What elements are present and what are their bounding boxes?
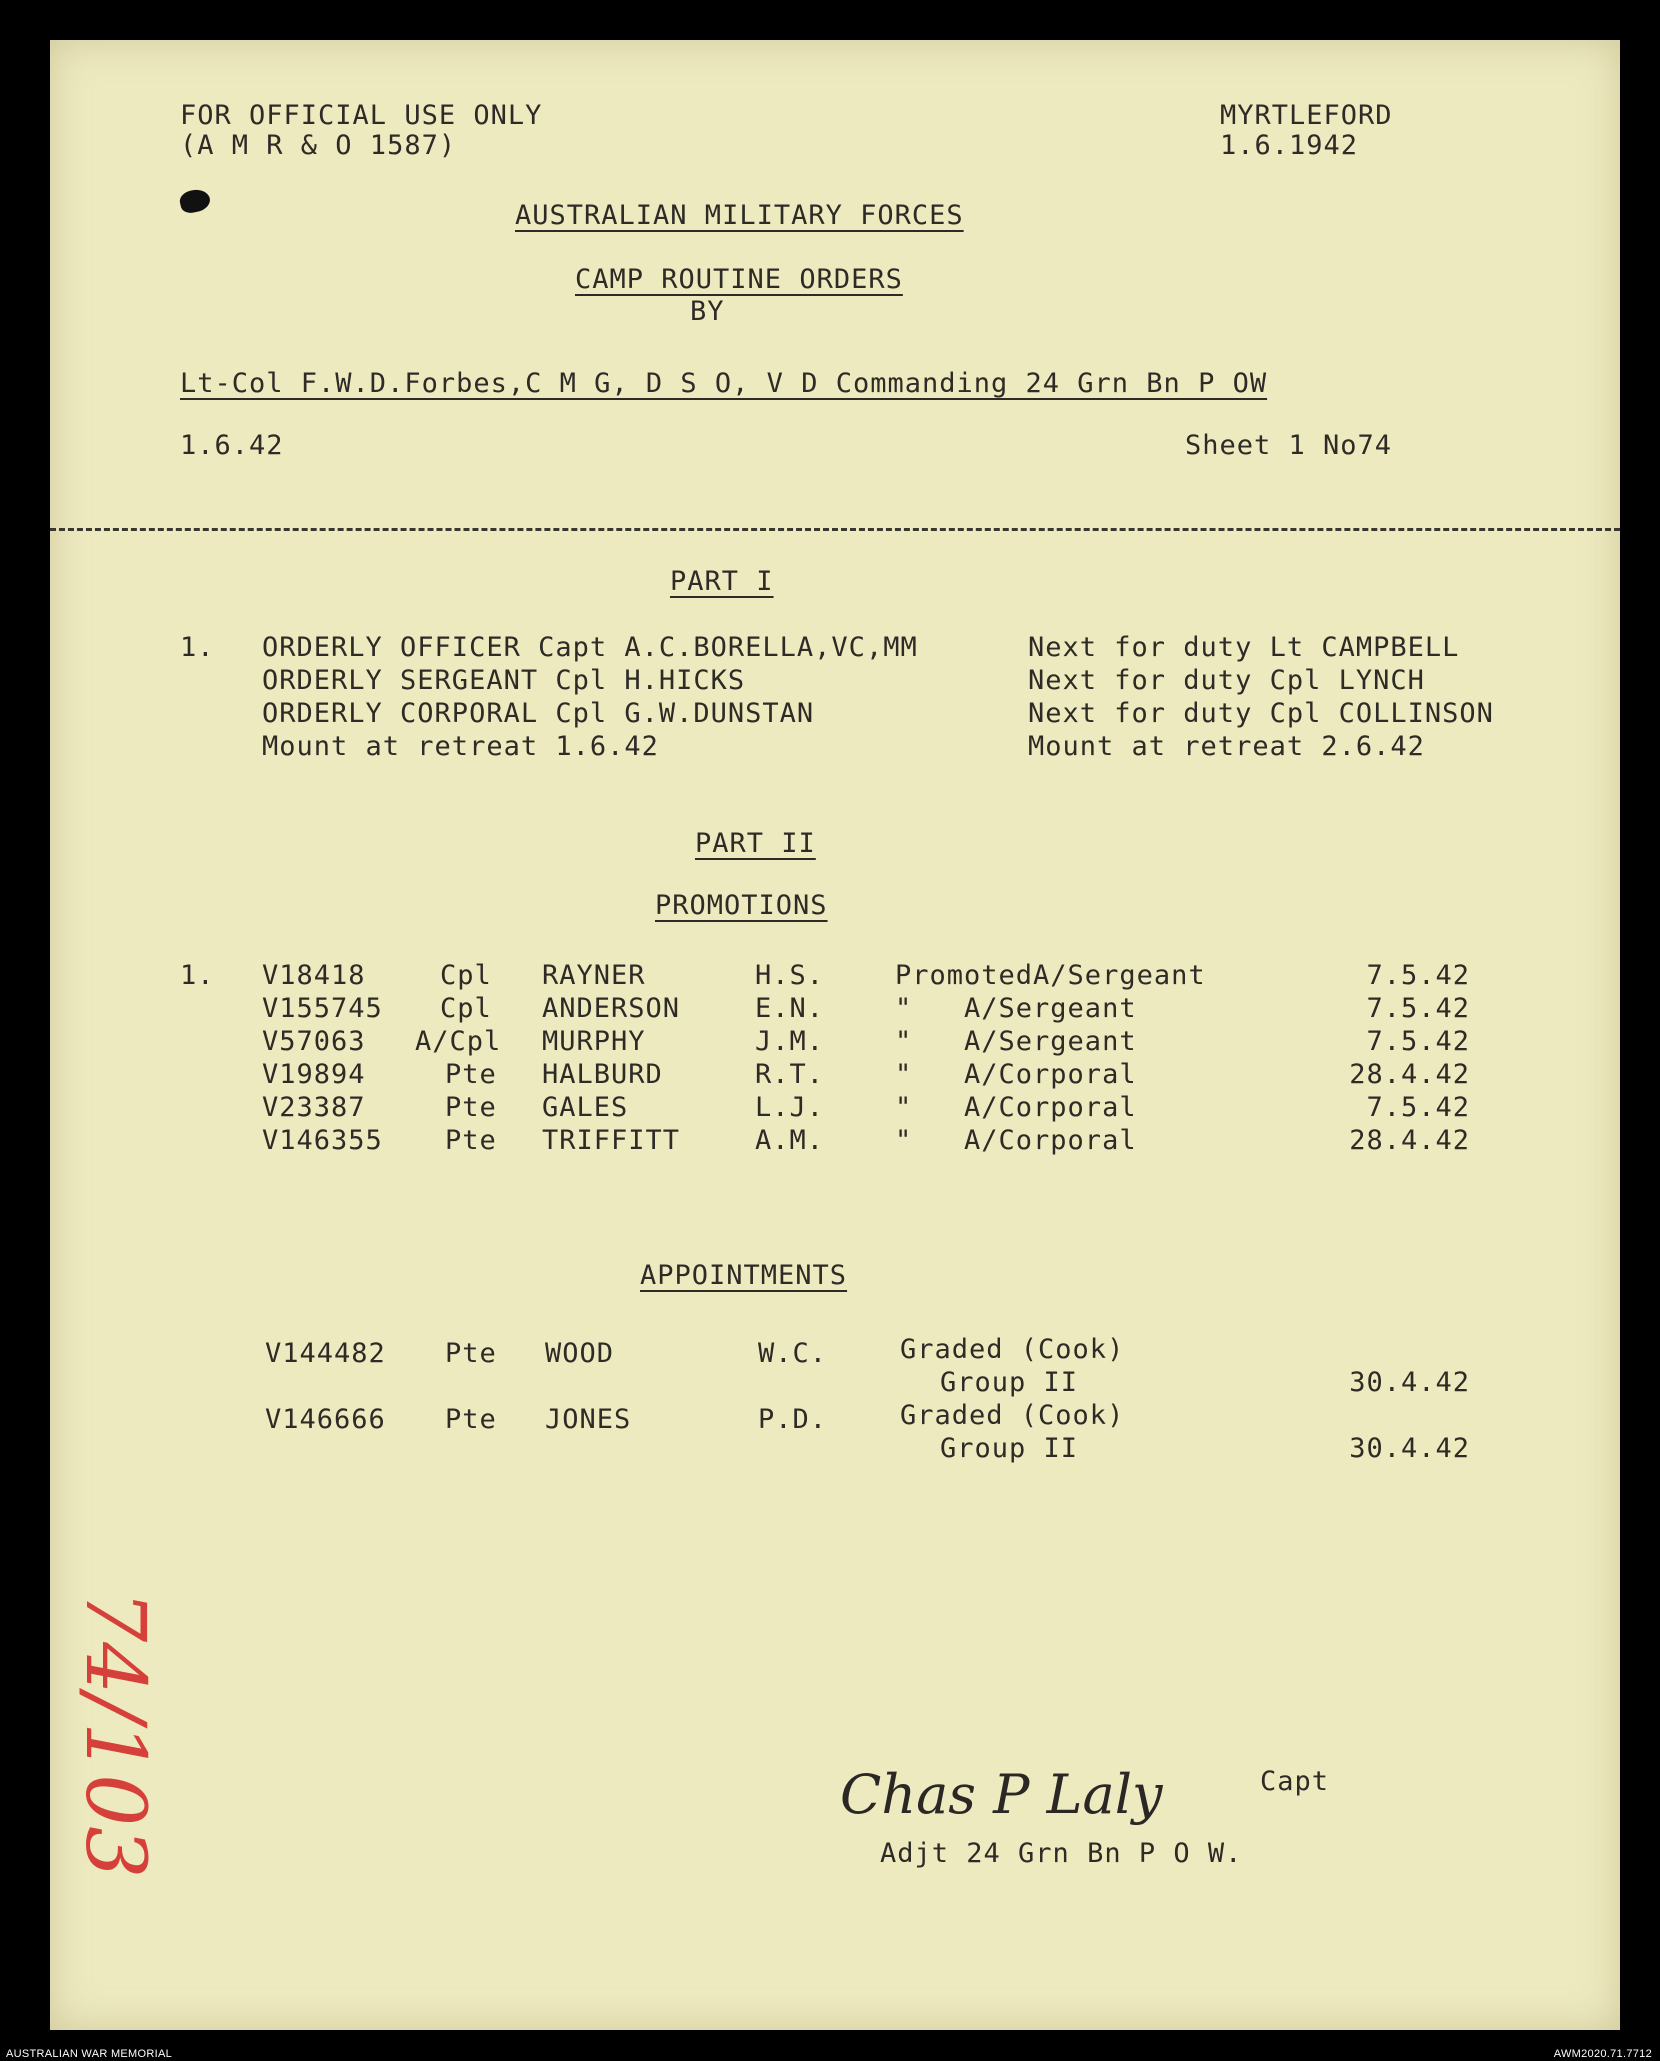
part-one-heading: PART I	[670, 566, 774, 597]
appointment-group: Group II	[940, 1367, 1079, 1398]
rank: Pte	[445, 1125, 497, 1156]
by-label: BY	[690, 296, 725, 327]
initials: H.S.	[755, 960, 825, 991]
signature-rank: Capt	[1260, 1766, 1330, 1797]
rank: Pte	[445, 1092, 497, 1123]
punch-hole	[178, 187, 212, 215]
surname: GALES	[542, 1092, 629, 1123]
handwritten-note: 74/103	[67, 1590, 162, 1879]
footer-institution: AUSTRALIAN WAR MEMORIAL	[6, 2048, 173, 2060]
initials: A.M.	[755, 1125, 825, 1156]
appointment-group: Group II	[940, 1433, 1079, 1464]
signature-title: Adjt 24 Grn Bn P O W.	[880, 1838, 1243, 1869]
appointment-grade: Graded (Cook)	[900, 1334, 1125, 1365]
effective-date: 7.5.42	[1366, 1026, 1470, 1057]
part-two-number: 1.	[180, 960, 215, 991]
effective-date: 7.5.42	[1366, 993, 1470, 1024]
duty-right: Next for duty Cpl COLLINSON	[1028, 698, 1494, 729]
document-page	[50, 40, 1620, 2030]
service-number: V146355	[262, 1125, 383, 1156]
surname: RAYNER	[542, 960, 646, 991]
divider-line	[50, 528, 1620, 531]
surname: JONES	[545, 1404, 632, 1435]
effective-date: 30.4.42	[1349, 1367, 1470, 1398]
initials: R.T.	[755, 1059, 825, 1090]
service-number: V144482	[265, 1338, 386, 1369]
part-two-heading: PART II	[695, 828, 816, 859]
service-number: V146666	[265, 1404, 386, 1435]
footer-accession: AWM2020.71.7712	[1553, 2048, 1652, 2060]
initials: P.D.	[758, 1404, 828, 1435]
promotion-action: " A/Corporal	[895, 1059, 1137, 1090]
promotions-heading: PROMOTIONS	[655, 890, 828, 921]
effective-date: 7.5.42	[1366, 1092, 1470, 1123]
initials: E.N.	[755, 993, 825, 1024]
service-number: V19894	[262, 1059, 366, 1090]
official-use-line: FOR OFFICIAL USE ONLY	[180, 100, 543, 131]
promotion-action: " A/Sergeant	[895, 1026, 1137, 1057]
header-date: 1.6.1942	[1220, 130, 1359, 161]
effective-date: 28.4.42	[1349, 1125, 1470, 1156]
initials: L.J.	[755, 1092, 825, 1123]
rank: A/Cpl	[415, 1026, 502, 1057]
appointment-grade: Graded (Cook)	[900, 1400, 1125, 1431]
rank: Cpl	[440, 960, 492, 991]
sheet-number: Sheet 1 No74	[1185, 430, 1393, 461]
rank: Pte	[445, 1404, 497, 1435]
commander-line: Lt-Col F.W.D.Forbes,C M G, D S O, V D Commanding 24 Grn Bn P OW	[180, 368, 1268, 399]
duty-left: Mount at retreat 1.6.42	[262, 731, 659, 762]
promotion-action: PromotedA/Sergeant	[895, 960, 1206, 991]
surname: WOOD	[545, 1338, 615, 1369]
rank: Pte	[445, 1338, 497, 1369]
duty-left: ORDERLY SERGEANT Cpl H.HICKS	[262, 665, 746, 696]
surname: MURPHY	[542, 1026, 646, 1057]
duty-right: Next for duty Cpl LYNCH	[1028, 665, 1425, 696]
promotion-action: " A/Corporal	[895, 1092, 1137, 1123]
duty-left: ORDERLY CORPORAL Cpl G.W.DUNSTAN	[262, 698, 815, 729]
effective-date: 30.4.42	[1349, 1433, 1470, 1464]
service-number: V18418	[262, 960, 366, 991]
place-name: MYRTLEFORD	[1220, 100, 1393, 131]
promotion-action: " A/Corporal	[895, 1125, 1137, 1156]
surname: TRIFFITT	[542, 1125, 681, 1156]
signature: Chas P Laly	[840, 1763, 1163, 1826]
service-number: V23387	[262, 1092, 366, 1123]
effective-date: 7.5.42	[1366, 960, 1470, 991]
forces-heading: AUSTRALIAN MILITARY FORCES	[515, 200, 964, 231]
surname: HALBURD	[542, 1059, 663, 1090]
rank: Pte	[445, 1059, 497, 1090]
orders-title: CAMP ROUTINE ORDERS	[575, 264, 903, 295]
duty-right: Mount at retreat 2.6.42	[1028, 731, 1425, 762]
initials: W.C.	[758, 1338, 828, 1369]
duty-right: Next for duty Lt CAMPBELL	[1028, 632, 1460, 663]
order-date: 1.6.42	[180, 430, 284, 461]
duty-left: ORDERLY OFFICER Capt A.C.BORELLA,VC,MM	[262, 632, 918, 663]
service-number: V57063	[262, 1026, 366, 1057]
effective-date: 28.4.42	[1349, 1059, 1470, 1090]
appointments-heading: APPOINTMENTS	[640, 1260, 848, 1291]
part-one-number: 1.	[180, 632, 215, 663]
rank: Cpl	[440, 993, 492, 1024]
form-reference: (A M R & O 1587)	[180, 130, 457, 161]
surname: ANDERSON	[542, 993, 681, 1024]
promotion-action: " A/Sergeant	[895, 993, 1137, 1024]
initials: J.M.	[755, 1026, 825, 1057]
service-number: V155745	[262, 993, 383, 1024]
